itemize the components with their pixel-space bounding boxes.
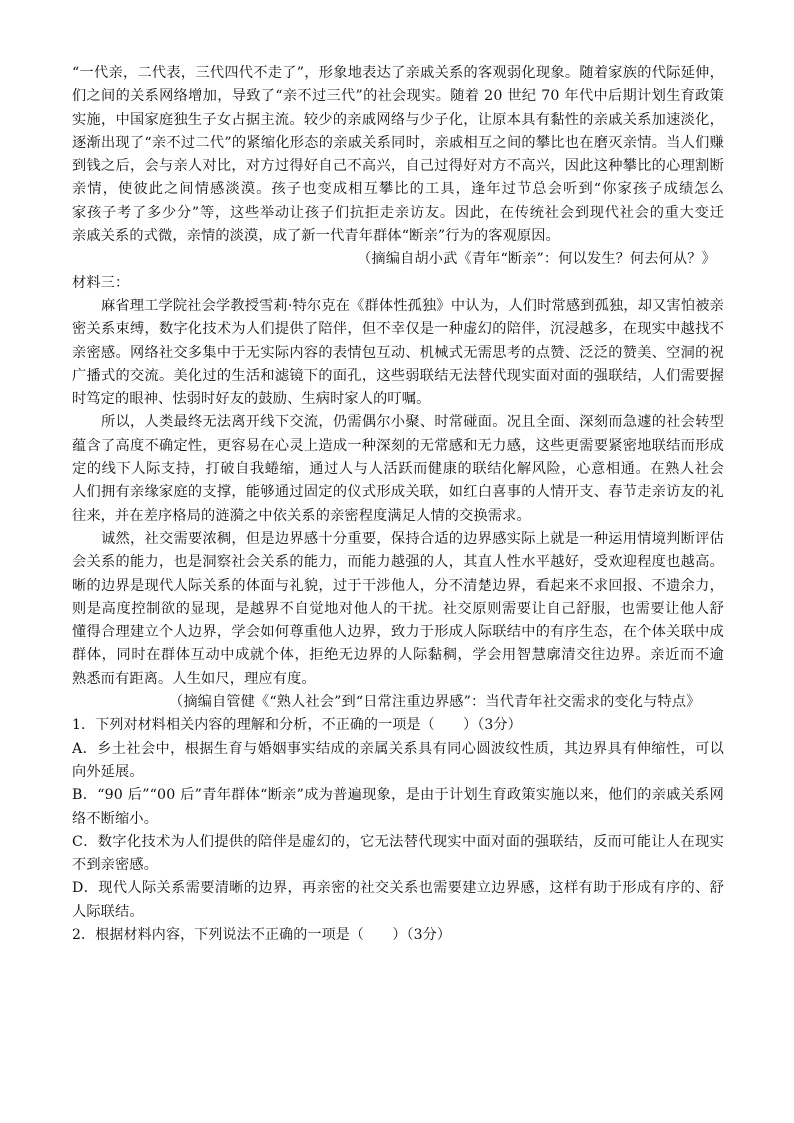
paragraph-line: 不到亲密感。 xyxy=(72,857,159,874)
paragraph-line: C．数字化技术为人们提供的陪伴是虚幻的，它无法替代现实中面对面的强联结，反而可能让人在现实 xyxy=(72,833,724,850)
paragraph-line: 密关系束缚，数字化技术为人们提供了陪伴，但不幸仅是一种虚幻的陪伴，沉浸越多，在现实中越找不 xyxy=(72,321,724,338)
paragraph-line: 家孩子考了多少分”等，这些举动让孩子们抗拒走亲访友。因此，在传统社会到现代社会的重大变迁 xyxy=(72,204,724,221)
source-citation: （摘编自管健《“熟人社会”到“日常注重边界感”：当代青年社交需求的变化与特点》 xyxy=(169,694,701,711)
paragraph-line: 1．下列对材料相关内容的理解和分析，不正确的一项是（ ）（3分） xyxy=(72,717,522,734)
paragraph-line: 晰的边界是现代人际关系的体面与礼貌，过于干涉他人，分不清楚边界，看起来不求回报、不遗余力， xyxy=(72,577,724,594)
paragraph-line: 材料三： xyxy=(72,274,130,291)
paragraph-line: 人们拥有亲缘家庭的支撑，能够通过固定的仪式形成关联，如红白喜事的人情开支、春节走亲访友的礼 xyxy=(72,484,724,501)
paragraph-line: 麻省理工学院社会学教授雪莉·特尔克在《群体性孤独》中认为，人们时常感到孤独，却又害怕被亲 xyxy=(101,297,724,314)
paragraph-line: 会关系的能力，也是洞察社会关系的能力，而能力越强的人，其直人性水平越好，受欢迎程度也越高。 xyxy=(72,554,724,571)
paragraph-line: 人际联结。 xyxy=(72,903,144,920)
paragraph-line: 群体，同时在群体互动中成就个体，拒绝无边界的人际黏稠，学会用智慧廓清交往边界。亲近而不逾 xyxy=(72,647,724,664)
source-citation: （摘编自胡小武《青年“断亲”：何以发生？何去何从？》 xyxy=(357,251,716,268)
paragraph-line: 亲情，使彼此之间情感淡漠。孩子也变成相互攀比的工具，逢年过节总会听到“你家孩子成绩怎么 xyxy=(72,181,724,198)
paragraph-line: 所以，人类最终无法离开线下交流，仍需偶尔小聚、时常碰面。况且全面、深刻而急遽的社会转型 xyxy=(101,414,724,431)
paragraph-line: A．乡土社会中，根据生育与婚姻事实结成的亲属关系具有同心圆波纹性质，其边界具有伸缩性，可以 xyxy=(72,740,724,757)
paragraph-line: 逐渐出现了“亲不过二代”的紧缩化形态的亲戚关系同时，亲戚相互之间的攀比也在磨灭亲情。当人们赚 xyxy=(72,134,724,151)
paragraph-line: 到钱之后，会与亲人对比，对方过得好自己不高兴，自己过得好对方不高兴，因此这种攀比的心理割断 xyxy=(72,158,724,175)
paragraph-line: 们之间的关系网络增加，导致了“亲不过三代”的社会现实。随着 20 世纪 70 年代中后期计划生育政策 xyxy=(72,88,724,105)
paragraph-line: 往来，并在差序格局的涟漪之中依关系的亲密程度满足人情的交换需求。 xyxy=(72,507,531,524)
paragraph-line: 络不断缩小。 xyxy=(72,810,159,827)
paragraph-line: 亲戚关系的式微，亲情的淡漠，成了新一代青年群体“断亲”行为的客观原因。 xyxy=(72,228,560,245)
paragraph-line: B．“90 后”“00 后”青年群体“断亲”成为普遍现象，是由于计划生育政策实施以来，他们的亲戚关系网 xyxy=(72,787,724,804)
paragraph-line: 定的线下人际支持，打破自我蜷缩，通过人与人活跃而健康的联结化解风险，心意相通。在熟人社会 xyxy=(72,461,724,478)
paragraph-line: 蕴含了高度不确定性，更容易在心灵上造成一种深刻的无常感和无力感，这些更需要紧密地联结而形成 xyxy=(72,437,724,454)
paragraph-line: “一代亲，二代表，三代四代不走了”，形象地表达了亲戚关系的客观弱化现象。随着家族的代际延伸， xyxy=(72,65,724,81)
paragraph-line: 亲密感。网络社交多集中于无实际内容的表情包互动、机械式无需思考的点赞、泛泛的赞美、空洞的祝 xyxy=(72,344,724,361)
document-page xyxy=(72,62,724,947)
paragraph-line: D．现代人际关系需要清晰的边界，再亲密的社交关系也需要建立边界感，这样有助于形成有序的、舒 xyxy=(72,880,724,897)
paragraph-line: 则是高度控制欲的显现，是越界不自觉地对他人的干扰。社交原则需要让自己舒服，也需要让他人舒 xyxy=(72,600,724,617)
paragraph-line: 实施，中国家庭独生子女占据主流。较少的亲戚网络与少子化，让原本具有黏性的亲戚关系加速淡化， xyxy=(72,111,724,128)
paragraph-line: 广播式的交流。美化过的生活和滤镜下的面孔，这些弱联结无法替代现实面对面的强联结，人们需要握 xyxy=(72,367,724,384)
paragraph-line: 熟悉而有距离。人生如尺，理应有度。 xyxy=(72,670,316,687)
paragraph-line: 向外延展。 xyxy=(72,763,144,780)
paragraph-line: 懂得合理建立个人边界，学会如何尊重他人边界，致力于形成人际联结中的有序生态，在个体关联中成 xyxy=(72,624,724,641)
paragraph-line: 2．根据材料内容，下列说法不正确的一项是（ ）（3分） xyxy=(72,926,452,943)
paragraph-line: 诚然，社交需要浓稠，但是边界感十分重要，保持合适的边界感实际上就是一种运用情境判断评估 xyxy=(101,530,724,547)
paragraph-line: 时笃定的眼神、怯弱时好友的鼓励、生病时家人的叮嘱。 xyxy=(72,391,431,408)
